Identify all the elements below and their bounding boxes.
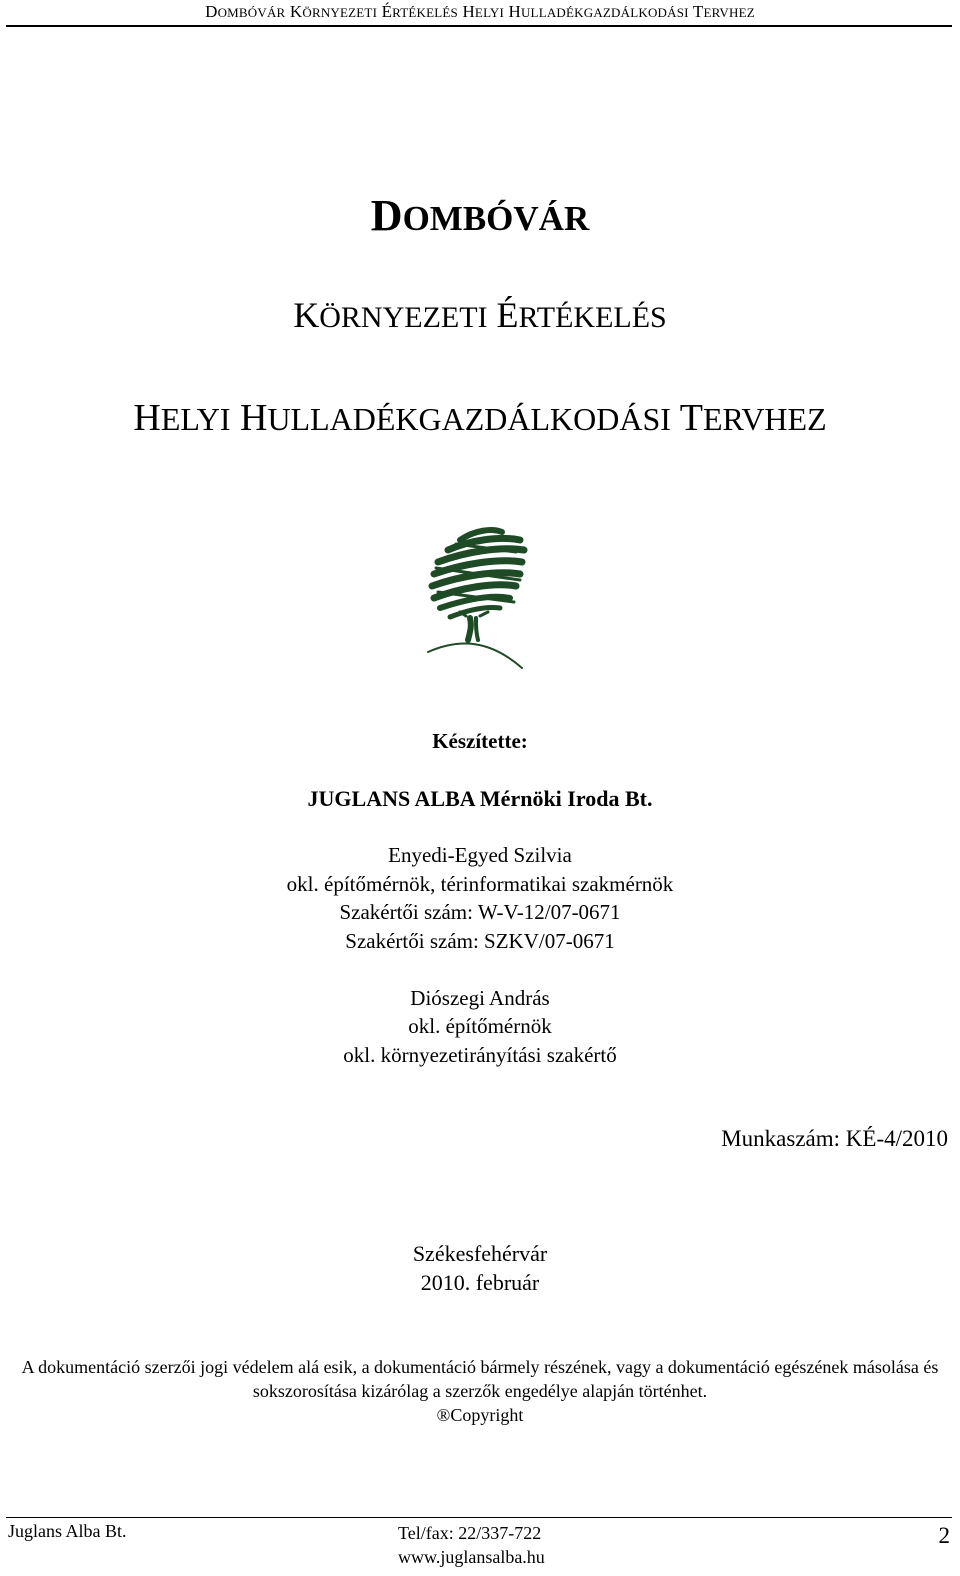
- footer-phone: Tel/fax: 22/337-722: [398, 1523, 542, 1543]
- author-expert-number: Szakértői szám: W-V-12/07-0671: [339, 900, 621, 924]
- work-number: Munkaszám: KÉ-4/2010: [721, 1126, 948, 1151]
- header-divider: [6, 25, 952, 27]
- document-subtitle-1: KÖRNYEZETI ÉRTÉKELÉS: [293, 295, 667, 335]
- author-qualification: okl. környezetirányítási szakértő: [343, 1043, 617, 1067]
- copyright-text: A dokumentáció szerzői jogi védelem alá esik, a dokumentáció bármely részének, vagy a dokumentáció egészének másolása és sokszorosítása kizárólag a szerzők engedélye alapján történhet.: [21, 1357, 939, 1401]
- date: 2010. február: [420, 1270, 540, 1295]
- document-subtitle-2: HELYI HULLADÉKGAZDÁLKODÁSI TERVHEZ: [133, 397, 827, 439]
- prepared-by-label: Készítette:: [432, 729, 528, 753]
- author-qualification: okl. építőmérnök: [408, 1014, 552, 1038]
- document-title: DOMBÓVÁR: [370, 191, 590, 240]
- author-expert-number: Szakértői szám: SZKV/07-0671: [345, 929, 615, 953]
- footer-website: www.juglansalba.hu: [398, 1547, 545, 1567]
- author-qualification: okl. építőmérnök, térinformatikai szakmérnök: [286, 872, 674, 896]
- copyright-mark: ®Copyright: [436, 1405, 524, 1425]
- author-name: Enyedi-Egyed Szilvia: [388, 843, 572, 867]
- author-name: Diószegi András: [410, 986, 550, 1010]
- page-number: 2: [938, 1523, 950, 1548]
- footer-company: Juglans Alba Bt.: [8, 1521, 127, 1541]
- copyright-notice: [20, 1355, 940, 1427]
- place: Székesfehérvár: [412, 1241, 548, 1266]
- footer-contact: [398, 1521, 545, 1569]
- company-name: JUGLANS ALBA Mérnöki Iroda Bt.: [307, 786, 653, 811]
- running-header: DOMBÓVÁR KÖRNYEZETI ÉRTÉKELÉS HELYI HULLADÉKGAZDÁLKODÁSI TERVHEZ: [205, 2, 755, 21]
- footer-divider: [6, 1517, 952, 1518]
- tree-logo-icon: [420, 522, 530, 672]
